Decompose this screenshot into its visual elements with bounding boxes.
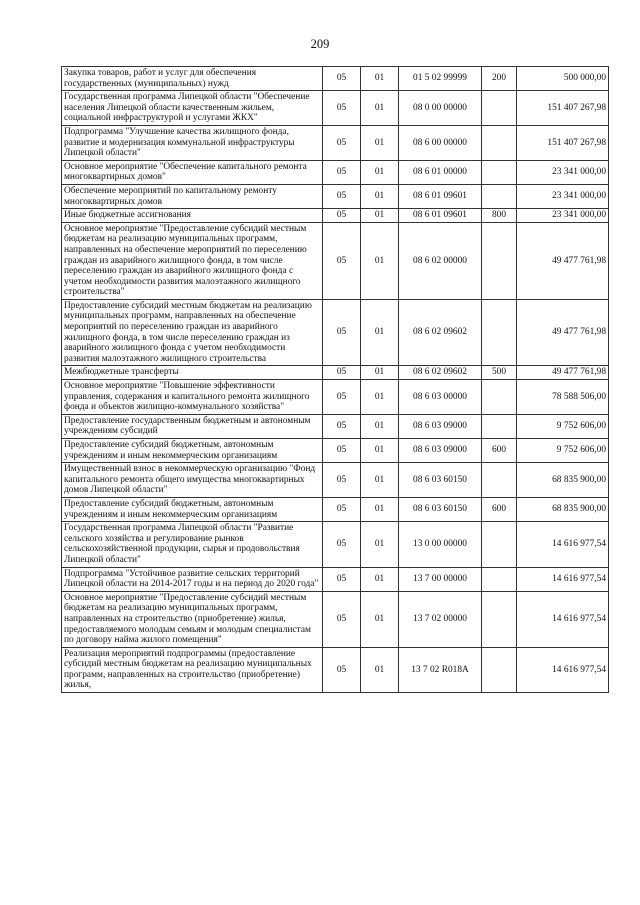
row-amount-cell: 23 341 000,00 xyxy=(517,184,609,208)
row-subsection-cell: 01 xyxy=(361,463,399,498)
row-subsection-cell: 01 xyxy=(361,497,399,521)
row-section-cell: 05 xyxy=(323,439,361,463)
row-target-article-cell: 13 7 00 00000 xyxy=(399,567,482,591)
row-amount-cell: 14 616 977,54 xyxy=(517,591,609,647)
table-row xyxy=(62,366,609,380)
row-expense-type-cell xyxy=(482,299,517,366)
row-target-article-cell: 08 6 03 60150 xyxy=(399,463,482,498)
row-subsection-cell: 01 xyxy=(361,184,399,208)
row-subsection-cell: 01 xyxy=(361,160,399,184)
row-subsection-cell: 01 xyxy=(361,439,399,463)
row-expense-type-cell xyxy=(482,125,517,160)
row-target-article-cell: 08 6 02 09602 xyxy=(399,366,482,380)
row-name-cell: Основное мероприятие "Повышение эффективности управления, содержания и капитального ремонта жилищного фонда и объектов жилищно-коммунального хозяйства" xyxy=(62,380,323,415)
row-amount-cell: 500 000,00 xyxy=(517,67,609,91)
row-name-cell: Предоставление государственным бюджетным и автономным учреждениям субсидий xyxy=(62,414,323,438)
row-expense-type-cell: 200 xyxy=(482,67,517,91)
row-section-cell: 05 xyxy=(323,299,361,366)
row-amount-cell: 49 477 761,98 xyxy=(517,222,609,299)
row-expense-type-cell: 600 xyxy=(482,497,517,521)
row-name-cell: Закупка товаров, работ и услуг для обеспечения государственных (муниципальных) нужд xyxy=(62,67,323,91)
table-row xyxy=(62,522,609,567)
row-amount-cell: 14 616 977,54 xyxy=(517,522,609,567)
table-row xyxy=(62,414,609,438)
row-expense-type-cell xyxy=(482,91,517,126)
row-amount-cell: 23 341 000,00 xyxy=(517,160,609,184)
row-subsection-cell: 01 xyxy=(361,414,399,438)
row-expense-type-cell xyxy=(482,591,517,647)
row-amount-cell: 68 835 900,00 xyxy=(517,497,609,521)
row-amount-cell: 23 341 000,00 xyxy=(517,209,609,223)
row-name-cell: Предоставление субсидий бюджетным, автономным учреждениям и иным некоммерческим организациям xyxy=(62,497,323,521)
row-subsection-cell: 01 xyxy=(361,366,399,380)
row-name-cell: Иные бюджетные ассигнования xyxy=(62,209,323,223)
row-subsection-cell: 01 xyxy=(361,299,399,366)
row-amount-cell: 14 616 977,54 xyxy=(517,567,609,591)
row-amount-cell: 68 835 900,00 xyxy=(517,463,609,498)
row-target-article-cell: 13 0 00 00000 xyxy=(399,522,482,567)
row-target-article-cell: 08 6 03 09000 xyxy=(399,439,482,463)
row-section-cell: 05 xyxy=(323,125,361,160)
table-row xyxy=(62,439,609,463)
row-amount-cell: 151 407 267,98 xyxy=(517,91,609,126)
row-expense-type-cell xyxy=(482,567,517,591)
row-subsection-cell: 01 xyxy=(361,380,399,415)
row-section-cell: 05 xyxy=(323,91,361,126)
row-expense-type-cell xyxy=(482,647,517,692)
row-subsection-cell: 01 xyxy=(361,91,399,126)
row-target-article-cell: 08 6 01 09601 xyxy=(399,209,482,223)
row-target-article-cell: 08 6 02 00000 xyxy=(399,222,482,299)
row-section-cell: 05 xyxy=(323,647,361,692)
row-target-article-cell: 08 6 01 00000 xyxy=(399,160,482,184)
row-amount-cell: 78 588 506,00 xyxy=(517,380,609,415)
row-section-cell: 05 xyxy=(323,522,361,567)
row-expense-type-cell: 600 xyxy=(482,439,517,463)
table-row xyxy=(62,299,609,366)
budget-table xyxy=(61,66,609,693)
row-target-article-cell: 08 6 03 00000 xyxy=(399,380,482,415)
row-target-article-cell: 08 6 00 00000 xyxy=(399,125,482,160)
row-name-cell: Подпрограмма "Улучшение качества жилищного фонда, развитие и модернизация коммунальной инфраструктуры Липецкой области" xyxy=(62,125,323,160)
row-name-cell: Государственная программа Липецкой области "Обеспечение населения Липецкой области качественным жильем, социальной инфраструктурой и услугами ЖКХ" xyxy=(62,91,323,126)
row-amount-cell: 9 752 606,00 xyxy=(517,414,609,438)
row-section-cell: 05 xyxy=(323,366,361,380)
row-expense-type-cell xyxy=(482,160,517,184)
table-row xyxy=(62,125,609,160)
row-name-cell: Подпрограмма "Устойчивое развитие сельских территорий Липецкой области на 2014-2017 годы и на период до 2020 года" xyxy=(62,567,323,591)
table-row xyxy=(62,591,609,647)
row-target-article-cell: 08 6 03 09000 xyxy=(399,414,482,438)
row-name-cell: Предоставление субсидий бюджетным, автономным учреждениям и иным некоммерческим организациям xyxy=(62,439,323,463)
page-number: 209 xyxy=(310,37,330,51)
budget-table-body xyxy=(62,67,609,693)
row-section-cell: 05 xyxy=(323,184,361,208)
table-row xyxy=(62,463,609,498)
row-subsection-cell: 01 xyxy=(361,209,399,223)
table-row xyxy=(62,222,609,299)
row-subsection-cell: 01 xyxy=(361,591,399,647)
row-target-article-cell: 08 6 01 09601 xyxy=(399,184,482,208)
row-name-cell: Основное мероприятие "Обеспечение капитального ремонта многоквартирных домов" xyxy=(62,160,323,184)
row-amount-cell: 49 477 761,98 xyxy=(517,299,609,366)
row-subsection-cell: 01 xyxy=(361,67,399,91)
row-section-cell: 05 xyxy=(323,380,361,415)
row-expense-type-cell xyxy=(482,463,517,498)
row-name-cell: Основное мероприятие "Предоставление субсидий местным бюджетам на реализацию муниципальных программ, направленных на строительство (приобретение) жилья, предоставляемого молодым семьям и молодым специалистам по договору найма жилого помещения" xyxy=(62,591,323,647)
row-expense-type-cell xyxy=(482,522,517,567)
row-section-cell: 05 xyxy=(323,414,361,438)
row-amount-cell: 151 407 267,98 xyxy=(517,125,609,160)
row-target-article-cell: 08 0 00 00000 xyxy=(399,91,482,126)
row-section-cell: 05 xyxy=(323,591,361,647)
table-row xyxy=(62,567,609,591)
row-section-cell: 05 xyxy=(323,497,361,521)
row-expense-type-cell: 500 xyxy=(482,366,517,380)
row-target-article-cell: 01 5 02 99999 xyxy=(399,67,482,91)
row-amount-cell: 14 616 977,54 xyxy=(517,647,609,692)
row-target-article-cell: 13 7 02 R018A xyxy=(399,647,482,692)
row-name-cell: Предоставление субсидий местным бюджетам на реализацию муниципальных программ, направленных на обеспечение мероприятий по переселению граждан из аварийного жилищного фонда, в том числе переселению граждан из аварийного жилищного фонда с учетом необходимости развития малоэтажного жилищного строительства xyxy=(62,299,323,366)
row-section-cell: 05 xyxy=(323,222,361,299)
table-row xyxy=(62,209,609,223)
table-row xyxy=(62,380,609,415)
row-amount-cell: 9 752 606,00 xyxy=(517,439,609,463)
row-expense-type-cell: 800 xyxy=(482,209,517,223)
row-section-cell: 05 xyxy=(323,67,361,91)
row-name-cell: Имущественный взнос в некоммерческую организацию "Фонд капитального ремонта общего имущества многоквартирных домов Липецкой области" xyxy=(62,463,323,498)
row-amount-cell: 49 477 761,98 xyxy=(517,366,609,380)
row-subsection-cell: 01 xyxy=(361,647,399,692)
table-row xyxy=(62,160,609,184)
row-name-cell: Государственная программа Липецкой области "Развитие сельского хозяйства и регулирование рынков сельскохозяйственной продукции, сырья и продовольствия Липецкой области" xyxy=(62,522,323,567)
row-section-cell: 05 xyxy=(323,567,361,591)
row-expense-type-cell xyxy=(482,222,517,299)
row-section-cell: 05 xyxy=(323,463,361,498)
table-row xyxy=(62,497,609,521)
row-section-cell: 05 xyxy=(323,160,361,184)
row-subsection-cell: 01 xyxy=(361,522,399,567)
row-subsection-cell: 01 xyxy=(361,222,399,299)
row-target-article-cell: 13 7 02 00000 xyxy=(399,591,482,647)
row-subsection-cell: 01 xyxy=(361,567,399,591)
table-row xyxy=(62,184,609,208)
row-subsection-cell: 01 xyxy=(361,125,399,160)
table-row xyxy=(62,91,609,126)
table-row xyxy=(62,647,609,692)
row-name-cell: Реализация мероприятий подпрограммы (предоставление субсидий местным бюджетам на реализацию муниципальных программ, направленных на строительство (приобретение) жилья, xyxy=(62,647,323,692)
row-target-article-cell: 08 6 03 60150 xyxy=(399,497,482,521)
table-row xyxy=(62,67,609,91)
row-name-cell: Обеспечение мероприятий по капитальному ремонту многоквартирных домов xyxy=(62,184,323,208)
row-name-cell: Основное мероприятие "Предоставление субсидий местным бюджетам на реализацию муниципальных программ, направленных на обеспечение мероприятий по переселению граждан из аварийного жилищного фонда, в том числе переселению граждан из аварийного жилищного фонда с учетом необходимости развития малоэтажного жилищного строительства" xyxy=(62,222,323,299)
row-expense-type-cell xyxy=(482,380,517,415)
row-expense-type-cell xyxy=(482,184,517,208)
row-target-article-cell: 08 6 02 09602 xyxy=(399,299,482,366)
row-expense-type-cell xyxy=(482,414,517,438)
row-section-cell: 05 xyxy=(323,209,361,223)
row-name-cell: Межбюджетные трансферты xyxy=(62,366,323,380)
